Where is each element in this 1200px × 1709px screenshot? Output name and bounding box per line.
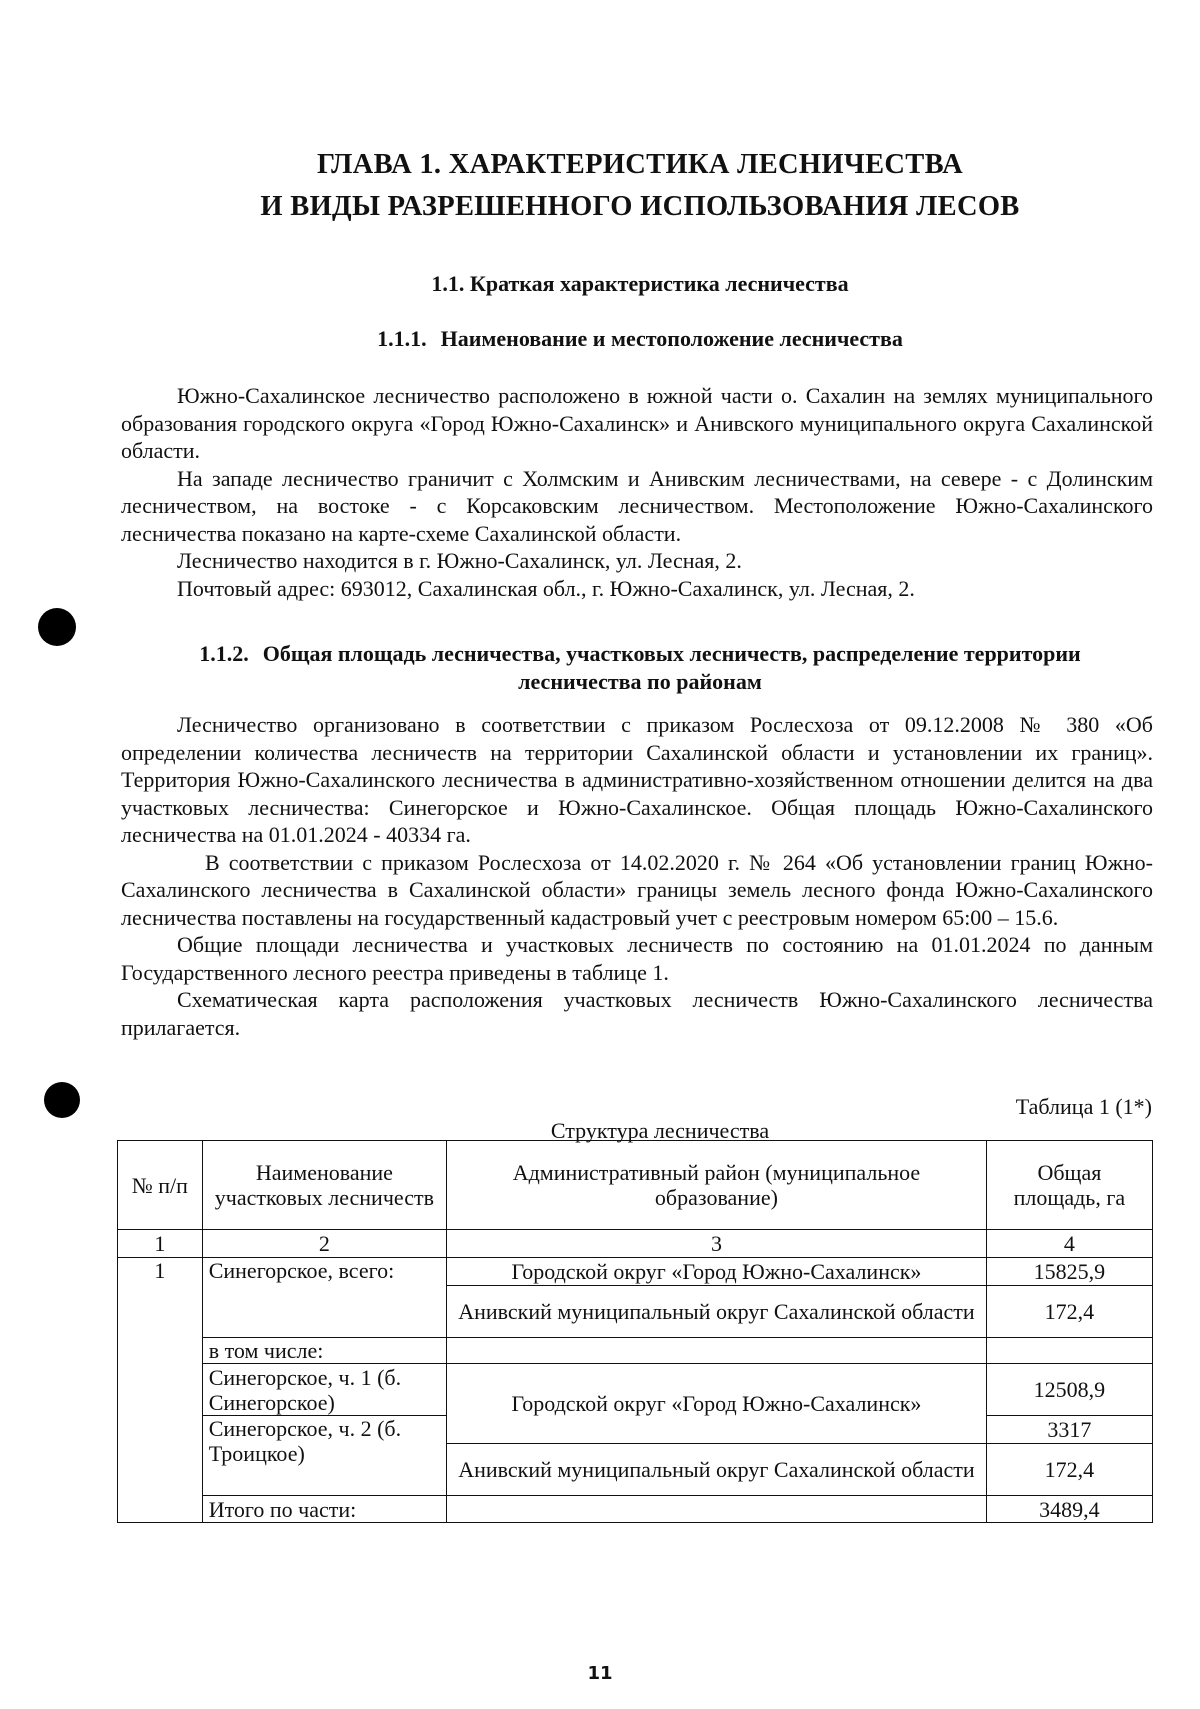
- table-title: Структура лесничества: [550, 1118, 770, 1143]
- section-title-line-1: Общая площадь лесничества, участковых лесничеств, распределение территории: [262, 641, 1081, 666]
- forestry-name: Итого по части:: [202, 1496, 446, 1523]
- col-number: 1: [118, 1230, 203, 1258]
- empty-cell: [447, 1338, 987, 1364]
- forestry-name: в том числе:: [202, 1338, 446, 1364]
- paragraph: Лесничество находится в г. Южно-Сахалинск, ул. Лесная, 2.: [177, 548, 742, 573]
- district-name: Анивский муниципальный округ Сахалинской области: [447, 1286, 987, 1338]
- row-number: 1: [118, 1258, 203, 1523]
- chapter-title: [150, 144, 1130, 228]
- paragraph: Южно-Сахалинское лесничество расположено в южной части о. Сахалин на землях муниципального образования городского округа «Город Южно-Сахалинск» и Анивского муниципального округа Сахалинской области.: [121, 383, 1153, 463]
- area-value: 12508,9: [986, 1364, 1152, 1416]
- area-value: 172,4: [986, 1286, 1152, 1338]
- paragraph: В соответствии с приказом Рослесхоза от 14.02.2020 г. № 264 «Об установлении границ Южно-Сахалинского лесничества в Сахалинской области» границы земель лесного фонда Южно-Сахалинского лесничества поставлены на государственный кадастровый учет с реестровым номером 65:00 – 15.6.: [121, 849, 1153, 930]
- district-name: Городской округ «Город Южно-Сахалинск»: [447, 1364, 987, 1444]
- district-name: Анивский муниципальный округ Сахалинской области: [447, 1444, 987, 1496]
- binder-hole-mark: [38, 608, 76, 646]
- header-area: Общая площадь, га: [986, 1141, 1152, 1230]
- paragraph: Лесничество организовано в соответствии с приказом Рослесхоза от 09.12.2008 № 380 «Об определении количества лесничеств на территории Сахалинской области и установлении их границ». Территория Южно-Сахалинского лесничества в административно-хозяйственном отношении делится на два участковых лесничества: Синегорское и Южно-Сахалинское. Общая площадь Южно-Сахалинского лесничества на 01.01.2024 - 40334 га.: [121, 712, 1153, 847]
- forestry-name: Синегорское, всего:: [202, 1258, 446, 1338]
- paragraph: Общие площади лесничества и участковых лесничеств по состоянию на 01.01.2024 по данным Государственного лесного реестра приведены в таблице 1.: [121, 932, 1153, 985]
- binder-hole-mark: [44, 1082, 80, 1118]
- section-number: 1.1.1.: [377, 326, 427, 351]
- district-name: Городской округ «Город Южно-Сахалинск»: [447, 1258, 987, 1286]
- header-name: Наименование участковых лесничеств: [202, 1141, 446, 1230]
- section-number: 1.1.2.: [199, 641, 249, 666]
- table-number-label: Таблица 1 (1*): [1015, 1094, 1152, 1119]
- paragraph: Почтовый адрес: 693012, Сахалинская обл., г. Южно-Сахалинск, ул. Лесная, 2.: [177, 575, 915, 601]
- section-heading-1-1: 1.1. Краткая характеристика лесничества: [431, 271, 849, 296]
- section-heading-1-1-2: [120, 640, 1160, 696]
- forestry-name: Синегорское, ч. 1 (б. Синегорское): [202, 1364, 446, 1416]
- section-title: Наименование и местоположение лесничества: [440, 326, 903, 351]
- empty-cell: [986, 1338, 1152, 1364]
- page-number: 11: [587, 1663, 613, 1684]
- area-value: 3317: [986, 1416, 1152, 1444]
- area-value: 3489,4: [986, 1496, 1152, 1523]
- col-number: 2: [202, 1230, 446, 1258]
- area-value: 15825,9: [986, 1258, 1152, 1286]
- table-row: [118, 1258, 1153, 1286]
- section-1-1-1-body: [121, 382, 1153, 602]
- table-row: [118, 1338, 1153, 1364]
- forestry-structure-table: [117, 1140, 1153, 1523]
- table-header-row: [118, 1141, 1153, 1230]
- chapter-title-line-1: ГЛАВА 1. ХАРАКТЕРИСТИКА ЛЕСНИЧЕСТВА: [317, 149, 963, 180]
- paragraph: Схематическая карта расположения участковых лесничеств Южно-Сахалинского лесничества прилагается.: [121, 987, 1153, 1040]
- section-title-line-2: лесничества по районам: [518, 669, 762, 694]
- forestry-name: Синегорское, ч. 2 (б. Троицкое): [202, 1416, 446, 1496]
- table-row: [118, 1496, 1153, 1523]
- col-number: 3: [447, 1230, 987, 1258]
- col-number: 4: [986, 1230, 1152, 1258]
- area-value: 172,4: [986, 1444, 1152, 1496]
- chapter-title-line-2: И ВИДЫ РАЗРЕШЕННОГО ИСПОЛЬЗОВАНИЯ ЛЕСОВ: [260, 191, 1020, 222]
- table-column-numbers-row: [118, 1230, 1153, 1258]
- header-num: № п/п: [118, 1141, 203, 1230]
- empty-cell: [447, 1496, 987, 1523]
- paragraph: На западе лесничество граничит с Холмским и Анивским лесничествами, на севере - с Долинским лесничеством, на востоке - с Корсаковским лесничеством. Местоположение Южно-Сахалинского лесничества показано на карте-схеме Сахалинской области.: [121, 465, 1153, 546]
- section-heading-1-1-1: [120, 325, 1160, 353]
- table-row: [118, 1364, 1153, 1416]
- section-1-1-2-body: [121, 711, 1153, 1041]
- header-district: Административный район (муниципальное образование): [447, 1141, 987, 1230]
